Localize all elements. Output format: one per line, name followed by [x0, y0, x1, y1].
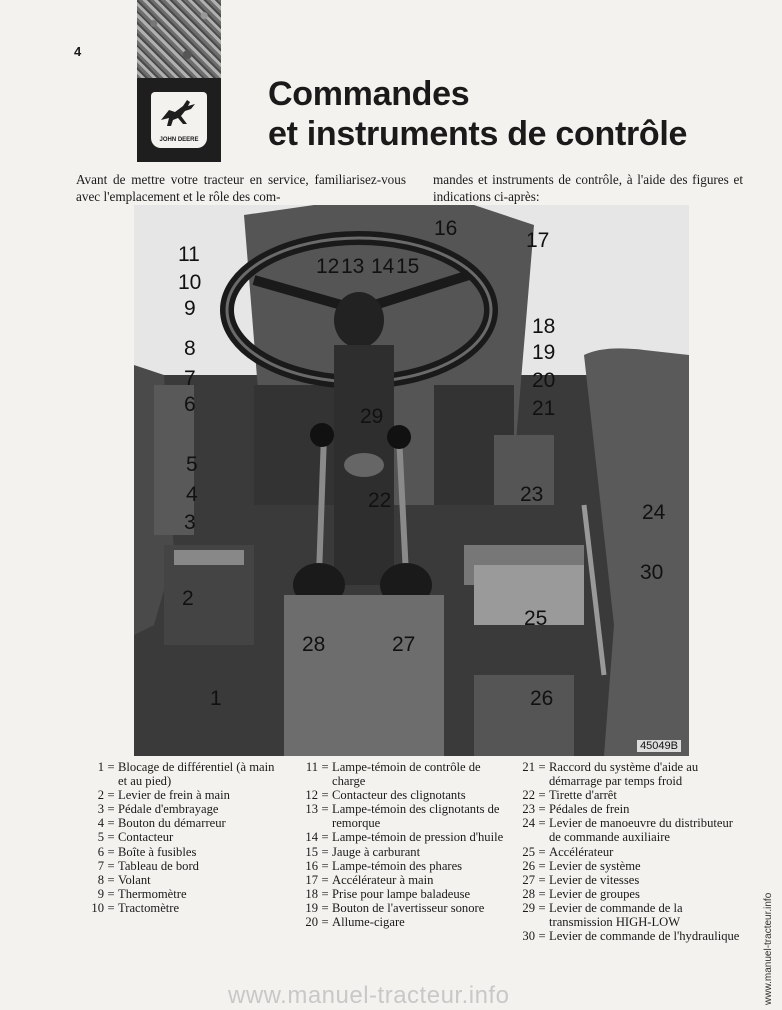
callout-8: 8: [184, 337, 196, 360]
callout-9: 9: [184, 297, 196, 320]
legend-item: 6 = Boîte à fusibles: [97, 844, 197, 859]
callout-28: 28: [302, 633, 326, 656]
legend-item: 21 = Raccord du système d'aide au démarrage par temps froid: [522, 760, 699, 789]
legend-column-1: [86, 760, 276, 915]
callout-17: 17: [526, 229, 550, 252]
legend-item: 4 = Bouton du démarreur: [97, 816, 226, 831]
legend-item: 26 = Levier de système: [522, 858, 641, 873]
callout-11: 11: [178, 243, 200, 266]
legend-item: 10 = Tractomètre: [91, 900, 180, 915]
callout-10: 10: [178, 271, 202, 294]
callout-26: 26: [530, 687, 554, 710]
callout-21: 21: [532, 397, 556, 420]
legend-item: 11 = Lampe-témoin de contrôle de charge: [305, 760, 481, 789]
legend-item: 3 = Pédale d'embrayage: [97, 802, 219, 817]
legend-item: 18 = Prise pour lampe baladeuse: [305, 886, 471, 901]
legend-item: 2 = Levier de frein à main: [97, 788, 230, 803]
legend-column-3: [517, 760, 745, 943]
intro-column-1: Avant de mettre votre tracteur en service, familiarisez-vous avec l'emplacement et le rôle des com-: [76, 172, 406, 204]
legend-item: 8 = Volant: [97, 872, 151, 887]
legend-item: 24 = Levier de manoeuvre du distributeur de commande auxiliaire: [522, 816, 733, 845]
legend-item: 13 = Lampe-témoin des clignotants de remorque: [305, 802, 500, 831]
page-number: 4: [74, 44, 82, 59]
watermark: www.manuel-tracteur.info: [228, 982, 510, 1009]
legend-item: 5 = Contacteur: [97, 830, 174, 845]
callout-2: 2: [182, 587, 194, 610]
legend-item: 22 = Tirette d'arrêt: [522, 788, 617, 803]
title-line-2: et instruments de contrôle: [268, 115, 688, 153]
callout-13: 13: [341, 255, 365, 278]
callout-19: 19: [532, 341, 556, 364]
callout-14: 14: [371, 255, 395, 278]
callout-12: 12: [316, 255, 340, 278]
callout-5: 5: [186, 453, 198, 476]
legend-item: 29 = Levier de commande de la transmission HIGH-LOW: [522, 900, 683, 930]
callout-6: 6: [184, 393, 196, 416]
header-texture: [137, 0, 221, 78]
callout-16: 16: [434, 217, 458, 240]
intro-column-2: mandes et instruments de contrôle, à l'aide des figures et indications ci-après:: [433, 172, 743, 204]
legend-item: 17 = Accélérateur à main: [305, 872, 434, 887]
callout-1: 1: [210, 687, 222, 710]
deer-icon: [157, 96, 201, 128]
logo-text: JOHN DEERE: [159, 137, 199, 143]
callout-30: 30: [640, 561, 664, 584]
legend-item: 9 = Thermomètre: [97, 886, 187, 901]
callout-24: 24: [642, 501, 666, 524]
legend-item: 27 = Levier de vitesses: [522, 872, 640, 887]
tractor-cockpit-photo: [134, 205, 689, 756]
callout-7: 7: [184, 367, 196, 390]
legend-item: 16 = Lampe-témoin des phares: [305, 858, 463, 873]
legend-item: 12 = Contacteur des clignotants: [305, 788, 466, 803]
callout-20: 20: [532, 369, 556, 392]
callout-29: 29: [360, 405, 384, 428]
callout-27: 27: [392, 633, 416, 656]
legend-item: 15 = Jauge à carburant: [305, 844, 421, 859]
logo-shield: [151, 92, 207, 148]
legend-item: 19 = Bouton de l'avertisseur sonore: [305, 900, 485, 915]
legend-item: 14 = Lampe-témoin de pression d'huile: [305, 830, 504, 845]
cockpit-illustration: [134, 205, 689, 756]
legend-item: 1 = Blocage de différentiel (à main et au pied): [97, 760, 275, 789]
legend-item: 30 = Levier de commande de l'hydraulique: [522, 929, 740, 944]
callout-22: 22: [368, 489, 392, 512]
title-line-1: Commandes: [268, 75, 470, 113]
john-deere-logo: [137, 78, 221, 162]
legend-column-2: [300, 760, 510, 929]
legend-item: 7 = Tableau de bord: [97, 858, 199, 873]
callout-25: 25: [524, 607, 548, 630]
photo-reference-code: 45049B: [637, 740, 681, 752]
callout-4: 4: [186, 483, 198, 506]
side-url: www.manuel-tracteur.info: [763, 892, 774, 1005]
page-title: [268, 74, 687, 154]
callout-15: 15: [396, 255, 420, 278]
callout-23: 23: [520, 483, 544, 506]
legend-item: 28 = Levier de groupes: [522, 886, 640, 901]
callout-3: 3: [184, 511, 196, 534]
callout-18: 18: [532, 315, 556, 338]
legend-item: 23 = Pédales de frein: [522, 802, 630, 817]
legend-item: 25 = Accélérateur: [522, 844, 614, 859]
legend-item: 20 = Allume-cigare: [305, 915, 405, 930]
